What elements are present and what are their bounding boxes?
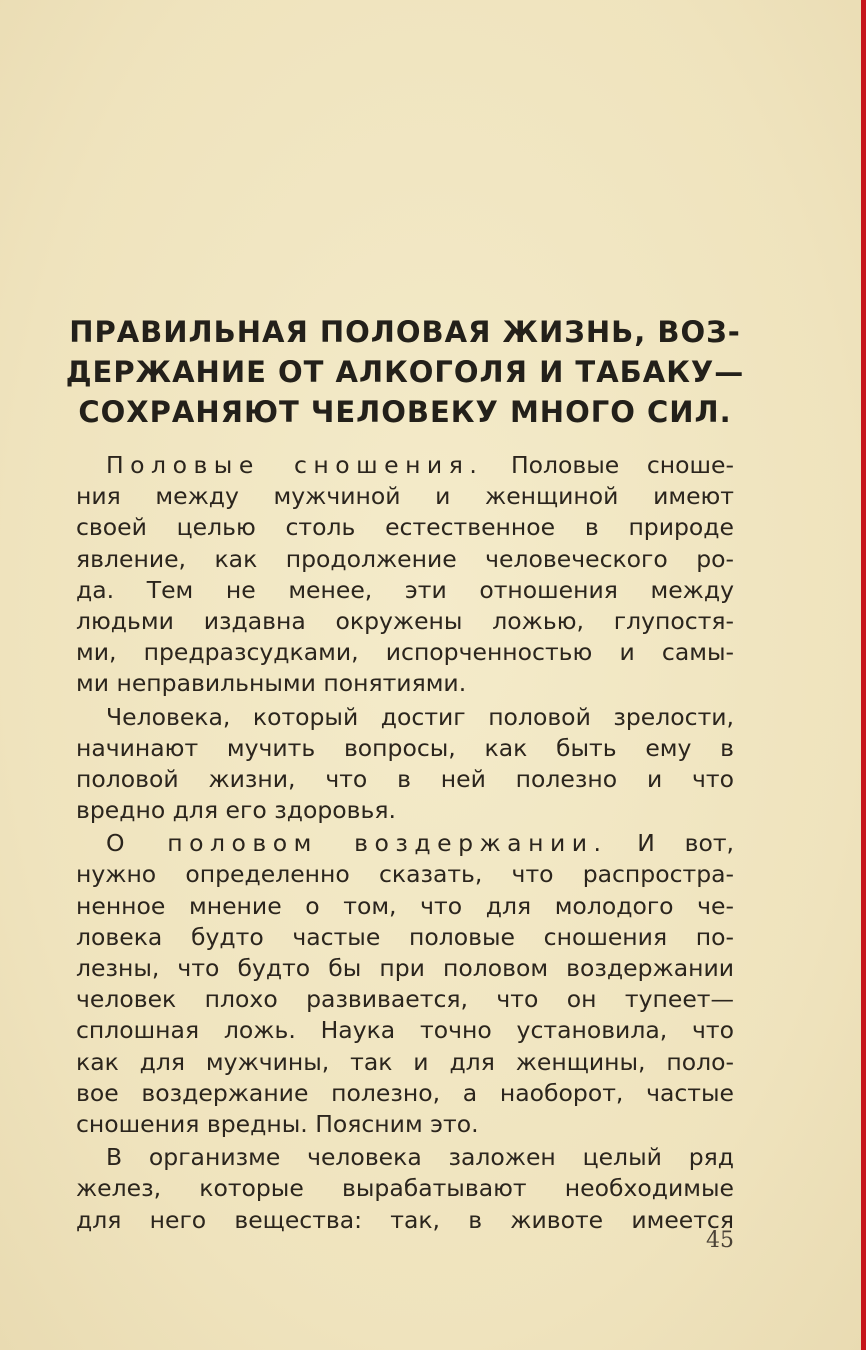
text-line: желез, которые вырабатывают необходимые: [76, 1174, 734, 1203]
spaced-heading: Половые сношения.: [106, 451, 484, 479]
heading-line: ДЕРЖАНИЕ ОТ АЛКОГОЛЯ И ТАБАКУ—: [65, 355, 745, 389]
paragraph: [76, 450, 734, 700]
text-line: В организме человека заложен целый ряд: [106, 1143, 734, 1172]
text-line: [76, 450, 734, 481]
paragraph: [76, 702, 734, 827]
text-line: ми, предразсудками, испорченностью и самы-: [76, 638, 734, 667]
text-line: ненное мнение о том, что для молодого че-: [76, 891, 734, 920]
page-edge: [861, 0, 866, 1350]
text-line: вредно для его здоровья.: [76, 796, 396, 825]
heading-line: СОХРАНЯЮТ ЧЕЛОВЕКУ МНОГО СИЛ.: [78, 395, 732, 429]
text-line: людьми издавна окружены ложью, глупостя-: [76, 606, 734, 635]
paragraph: [76, 1142, 734, 1236]
text-line: лезны, что будто бы при половом воздержании: [76, 954, 734, 982]
text-line: для него вещества: так, в животе имеется: [76, 1205, 734, 1234]
text-line: начинают мучить вопросы, как быть ему в: [76, 733, 734, 762]
paragraph: [76, 828, 734, 1140]
text-fragment: Половые сноше-: [483, 451, 734, 479]
text-line: Человека, который достиг половой зрелости,: [106, 702, 734, 731]
text-line: вое воздержание полезно, а наоборот, частые: [76, 1078, 734, 1107]
text-line: ния между мужчиной и женщиной имеют: [76, 482, 734, 511]
chapter-heading: [60, 312, 750, 432]
text-line: половой жизни, что в ней полезно и что: [76, 764, 734, 793]
text-line: нужно определенно сказать, что распростра-: [76, 860, 734, 889]
text-line: ми неправильными понятиями.: [76, 669, 467, 698]
page-number: 45: [706, 1228, 734, 1253]
text-line: человек плохо развивается, что он тупеет—: [76, 985, 734, 1014]
text-line: ловека будто частые половые сношения по-: [76, 922, 734, 951]
text-line: сношения вредны. Поясним это.: [76, 1109, 479, 1138]
body-text: [76, 450, 734, 1236]
heading-line: ПРАВИЛЬНАЯ ПОЛОВАЯ ЖИЗНЬ, ВОЗ-: [69, 315, 741, 349]
text-line: своей целью столь естественное в природе: [76, 513, 734, 542]
spaced-heading: О половом воздержании.: [106, 829, 608, 858]
text-line: [76, 828, 734, 859]
text-line: явление, как продолжение человеческого ро-: [76, 544, 734, 573]
text-line: да. Тем не менее, эти отношения между: [76, 575, 734, 604]
text-fragment: И вот,: [607, 829, 734, 858]
text-line: сплошная ложь. Наука точно установила, что: [76, 1016, 734, 1045]
text-line: как для мужчины, так и для женщины, поло-: [76, 1047, 734, 1076]
